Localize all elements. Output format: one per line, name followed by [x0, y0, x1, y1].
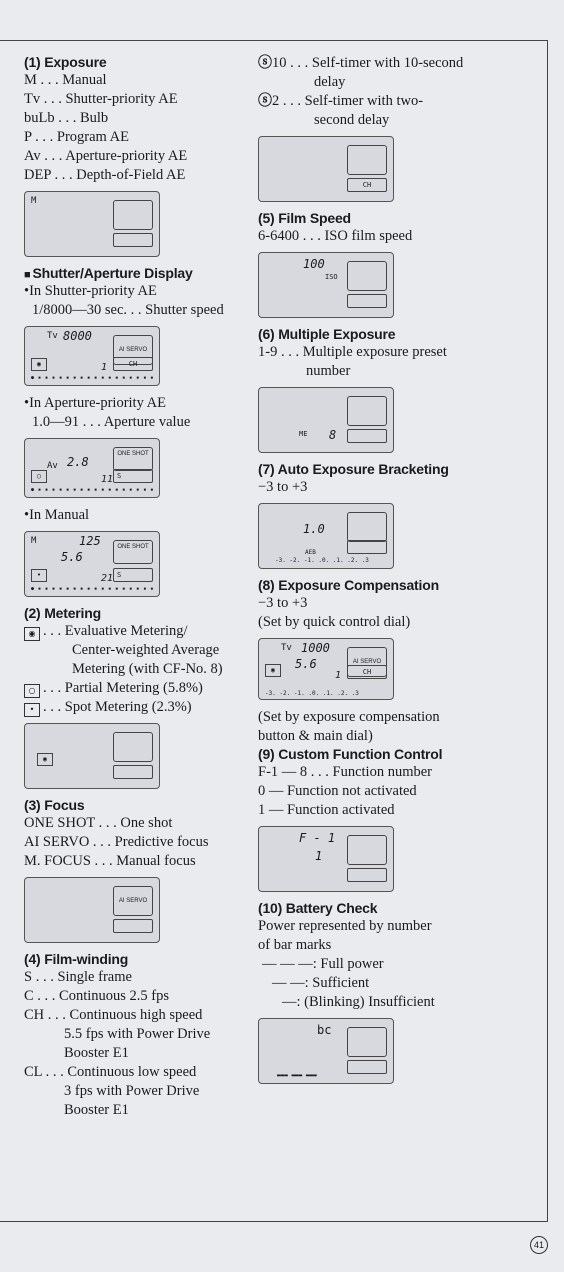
- left-column: [24, 54, 256, 1120]
- lcd-box: [347, 512, 387, 542]
- lcd-metering: [24, 723, 160, 789]
- exposure-item: M . . . Manual: [24, 72, 107, 88]
- lcd-shutter-value: 125: [79, 534, 101, 548]
- lcd-shutter-value: 1000: [301, 641, 330, 655]
- lcd-small-box: [113, 919, 153, 933]
- lcd-drive: S: [113, 469, 153, 483]
- spot-meter-icon: •: [24, 703, 40, 717]
- focus-item: M. FOCUS . . . Manual focus: [24, 853, 196, 869]
- partial-meter-icon: ○: [31, 470, 47, 483]
- exposure-item: DEP . . . Depth-of-Field AE: [24, 167, 186, 183]
- lcd-small-box: [347, 429, 387, 443]
- focus-heading: (3) Focus: [24, 797, 85, 813]
- lcd-dots: ● ▪ ▪ ▪ ▪ ▪ ▪ ▪ ▪ ▪ ▪ ▪ ▪ ▪ ▪ ▪ ▪ ▪: [31, 375, 154, 381]
- evaluative-meter-icon: ◉: [31, 358, 47, 371]
- lcd-drive: CH: [347, 178, 387, 192]
- metering-item: Center-weighted Average: [72, 642, 220, 658]
- winding-item: CL . . . Continuous low speed: [24, 1064, 197, 1080]
- winding-detail: Booster E1: [64, 1045, 129, 1061]
- lcd-small-box: [347, 540, 387, 554]
- lcd-box: [113, 200, 153, 230]
- multiple-line: 1-9 . . . Multiple exposure preset: [258, 344, 447, 360]
- lcd-mode-label: M: [31, 196, 37, 206]
- lcd-focus-mode: AI SERVO: [347, 647, 387, 677]
- self-timer-icon: ⓢ: [258, 55, 272, 71]
- multiple-line: number: [306, 363, 351, 379]
- custom-line: 0 — Function not activated: [258, 783, 417, 799]
- shutter-heading: ■ Shutter/Aperture Display: [24, 265, 193, 281]
- evaluative-meter-icon: ◉: [265, 664, 281, 677]
- right-column: [258, 54, 538, 1092]
- battery-line: Power represented by number: [258, 918, 432, 934]
- lcd-custom: [258, 826, 394, 892]
- lcd-focus: [24, 877, 160, 943]
- timer-item: ⓢ2 . . . Self-timer with two-: [258, 93, 424, 109]
- exposure-heading: (1) Exposure: [24, 54, 107, 70]
- lcd-drive: CH: [347, 665, 387, 679]
- lcd-small-box: [347, 294, 387, 308]
- lcd-tv: Tv: [281, 643, 292, 653]
- lcd-battery-bars: ▬▬▬ ▬▬▬ ▬▬▬: [277, 1072, 317, 1079]
- lcd-shutter-value: 8000: [63, 329, 92, 343]
- lcd-aperture-value: 5.6: [295, 657, 317, 671]
- film-speed-line: 6-6400 . . . ISO film speed: [258, 228, 413, 244]
- focus-item: ONE SHOT . . . One shot: [24, 815, 173, 831]
- lcd-count: 11: [101, 474, 114, 485]
- lcd-focus-mode: AI SERVO: [113, 886, 153, 916]
- winding-item: S . . . Single frame: [24, 969, 132, 985]
- lcd-comp: [258, 638, 394, 700]
- page-number: 41: [530, 1236, 548, 1254]
- lcd-timer: [258, 136, 394, 202]
- lcd-box: [347, 145, 387, 175]
- aperture-intro: •In Aperture-priority AE: [24, 395, 166, 411]
- lcd-multiple: [258, 387, 394, 453]
- lcd-small-box: [113, 765, 153, 779]
- battery-heading: (10) Battery Check: [258, 900, 378, 916]
- battery-mark: — — —: Full power: [262, 956, 384, 972]
- battery-mark: — —: Sufficient: [272, 975, 370, 991]
- metering-heading: (2) Metering: [24, 605, 101, 621]
- winding-detail: 3 fps with Power Drive: [64, 1083, 200, 1099]
- exposure-item: Av . . . Aperture-priority AE: [24, 148, 188, 164]
- comp-after: button & main dial): [258, 728, 373, 744]
- comp-line: −3 to +3: [258, 595, 308, 611]
- lcd-bc: bc: [317, 1023, 332, 1037]
- aeb-heading: (7) Auto Exposure Bracketing: [258, 461, 449, 477]
- custom-heading: (9) Custom Function Control: [258, 746, 443, 762]
- square-bullet-icon: ■: [24, 269, 31, 281]
- lcd-me: ME: [299, 430, 308, 438]
- lcd-small-box: [347, 1060, 387, 1074]
- lcd-aeb-label: AEB: [305, 549, 316, 556]
- exposure-item: P . . . Program AE: [24, 129, 129, 145]
- lcd-comp-scale: -3. -2. -1. .0. .1. .2. .3: [265, 690, 359, 697]
- comp-line: (Set by quick control dial): [258, 614, 411, 630]
- exposure-item: Tv . . . Shutter-priority AE: [24, 91, 178, 107]
- timer-item: ⓢ10 . . . Self-timer with 10-second: [258, 55, 464, 71]
- lcd-box: [347, 261, 387, 291]
- shutter-line: 1/8000—30 sec. . . Shutter speed: [32, 302, 224, 318]
- timer-item: delay: [314, 74, 346, 90]
- shutter-intro: •In Shutter-priority AE: [24, 283, 157, 299]
- film-speed-heading: (5) Film Speed: [258, 210, 351, 226]
- lcd-box: [113, 732, 153, 762]
- lcd-drive: S: [113, 568, 153, 582]
- lcd-m: M: [31, 536, 37, 546]
- lcd-film-speed: [258, 252, 394, 318]
- timer-item: second delay: [314, 112, 390, 128]
- lcd-aperture-value: 2.8: [67, 455, 89, 469]
- lcd-aperture-value: 5.6: [61, 550, 83, 564]
- partial-meter-icon: ○: [24, 684, 40, 698]
- winding-detail: 5.5 fps with Power Drive: [64, 1026, 211, 1042]
- evaluative-meter-icon: ◉: [37, 753, 53, 766]
- metering-item: ◉ . . . Evaluative Metering/: [24, 622, 256, 641]
- lcd-focus-mode: ONE SHOT: [113, 540, 153, 564]
- custom-line: 1 — Function activated: [258, 802, 395, 818]
- lcd-av: Av: [47, 461, 58, 471]
- comp-after: (Set by exposure compensation: [258, 709, 440, 725]
- lcd-iso-value: 100: [303, 257, 325, 271]
- lcd-manual: [24, 531, 160, 597]
- lcd-iso-label: ISO: [325, 273, 338, 281]
- lcd-battery: [258, 1018, 394, 1084]
- lcd-aeb-scale: -3. -2. -1. .0. .1. .2. .3: [275, 557, 369, 564]
- lcd-shutter: [24, 326, 160, 386]
- evaluative-meter-icon: ◉: [24, 627, 40, 641]
- lcd-dots: ● ▪ ▪ ▪ ▪ ▪ ▪ ▪ ▪ ▪ ▪ ▪ ▪ ▪ ▪ ▪ ▪ ▪: [31, 487, 154, 493]
- battery-mark: —: (Blinking) Insufficient: [282, 994, 435, 1010]
- lcd-count: 1: [101, 362, 108, 373]
- lcd-small-box: [347, 868, 387, 882]
- metering-item: ○ . . . Partial Metering (5.8%): [24, 679, 256, 698]
- lcd-function: F - 1: [299, 831, 336, 845]
- lcd-focus-mode: ONE SHOT: [113, 447, 153, 471]
- lcd-function-value: 1: [315, 849, 323, 863]
- focus-item: AI SERVO . . . Predictive focus: [24, 834, 209, 850]
- comp-heading: (8) Exposure Compensation: [258, 577, 439, 593]
- lcd-tv: Tv: [47, 331, 58, 341]
- winding-item: CH . . . Continuous high speed: [24, 1007, 203, 1023]
- manual-intro: •In Manual: [24, 507, 90, 523]
- lcd-small-box: [113, 233, 153, 247]
- winding-detail: Booster E1: [64, 1102, 129, 1118]
- exposure-item: buLb . . . Bulb: [24, 110, 109, 126]
- metering-item: Metering (with CF-No. 8): [72, 661, 223, 677]
- lcd-aperture: [24, 438, 160, 498]
- lcd-dots: ● ▪ ▪ ▪ ▪ ▪ ▪ ▪ ▪ ▪ ▪ ▪ ▪ ▪ ▪ ▪ ▪ ▪: [31, 586, 154, 592]
- lcd-count: 1: [335, 670, 342, 681]
- lcd-box: [347, 835, 387, 865]
- aperture-line: 1.0—91 . . . Aperture value: [32, 414, 191, 430]
- lcd-focus-mode: AI SERVO: [113, 335, 153, 365]
- spot-meter-icon: •: [31, 569, 47, 582]
- lcd-box: [347, 1027, 387, 1057]
- battery-line: of bar marks: [258, 937, 332, 953]
- lcd-box: [347, 396, 387, 426]
- lcd-me-value: 8: [329, 428, 337, 442]
- lcd-aeb-value: 1.0: [303, 522, 325, 536]
- lcd-count: 21: [101, 573, 114, 584]
- multiple-heading: (6) Multiple Exposure: [258, 326, 396, 342]
- self-timer-icon: ⓢ: [258, 93, 272, 109]
- winding-item: C . . . Continuous 2.5 fps: [24, 988, 170, 1004]
- metering-item: • . . . Spot Metering (2.3%): [24, 698, 256, 717]
- lcd-exposure: [24, 191, 160, 257]
- aeb-line: −3 to +3: [258, 479, 308, 495]
- winding-heading: (4) Film-winding: [24, 951, 129, 967]
- custom-line: F-1 — 8 . . . Function number: [258, 764, 432, 780]
- lcd-drive: CH: [113, 357, 153, 371]
- lcd-aeb: [258, 503, 394, 569]
